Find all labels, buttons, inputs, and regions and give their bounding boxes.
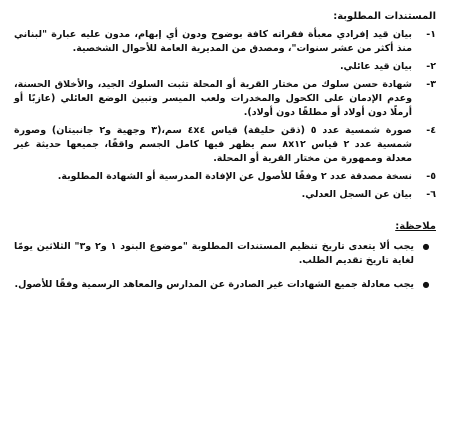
requirement-number: ٣- <box>426 79 436 90</box>
required-documents-heading: المستندات المطلوبة: <box>333 11 436 22</box>
bullet-icon: ● <box>422 280 430 289</box>
requirement-number: ٢- <box>426 61 436 72</box>
requirement-text: شهادة حسن سلوك من مختار القرية أو المحلة تثبت السلوك الجيد، والأخلاق الحسنة، وعدم الإدمان على الكحول والمخدرات ولعب الميسر وتبين الوضع العائلي (عازبًا أو أرملًا دون أولاد أو مطلقًا دون أولاد). <box>14 79 412 118</box>
note-heading: ملاحظة: <box>395 221 436 232</box>
note-item-2 <box>14 278 438 292</box>
note-item-1 <box>14 240 438 268</box>
requirement-number: ٥- <box>426 171 436 182</box>
requirement-number: ١- <box>426 29 436 40</box>
requirement-number: ٤- <box>426 125 436 136</box>
section-spacer <box>14 206 438 220</box>
requirement-text: نسخة مصدقة عدد ٢ وفقًا للأصول عن الإفادة المدرسية أو الشهادة المطلوبة. <box>57 171 412 182</box>
note-text: يجب ألا يتعدى تاريخ تنظيم المستندات المطلوبة "موضوع البنود ١ و٢ و٣" الثلاثين يومًا لغاية تاريخ تقديم الطلب. <box>14 241 414 266</box>
requirement-item-3 <box>14 78 438 120</box>
requirement-text: بيان عن السجل العدلي. <box>301 189 412 200</box>
requirement-text: بيان قيد عائلي. <box>339 61 412 72</box>
requirement-number: ٦- <box>426 189 436 200</box>
note-text: يجب معادلة جميع الشهادات غير الصادرة عن المدارس والمعاهد الرسمية وفقًا للأصول. <box>14 279 414 290</box>
requirement-item-5 <box>14 170 438 184</box>
requirement-item-1 <box>14 28 438 56</box>
requirement-item-4 <box>14 124 438 166</box>
requirement-text: صورة شمسية عدد ٥ (ذقن حليقة) قياس ٤x٤ سم،(٣ وجهية و٢ جانبيتان) وصورة شمسية عدد ٢ قياس ٨x١٢ سم يظهر فيها كامل الجسم واقفًا، جميعها حديثة غير معدلة وممهورة من مختار القرية أو المحلة. <box>14 125 413 164</box>
requirement-item-6 <box>14 188 438 202</box>
requirement-item-2 <box>14 60 438 74</box>
bullet-icon: ● <box>422 242 430 251</box>
required-documents-list <box>14 28 438 202</box>
notes-list <box>14 240 438 292</box>
requirement-text: بيان قيد إفرادي معبأة فقراته كافة بوضوح ودون أي إبهام، مدون عليه عبارة "لبناني منذ أكثر من عشر سنوات"، ومصدق من المديرية العامة للأحوال الشخصية. <box>14 29 412 54</box>
